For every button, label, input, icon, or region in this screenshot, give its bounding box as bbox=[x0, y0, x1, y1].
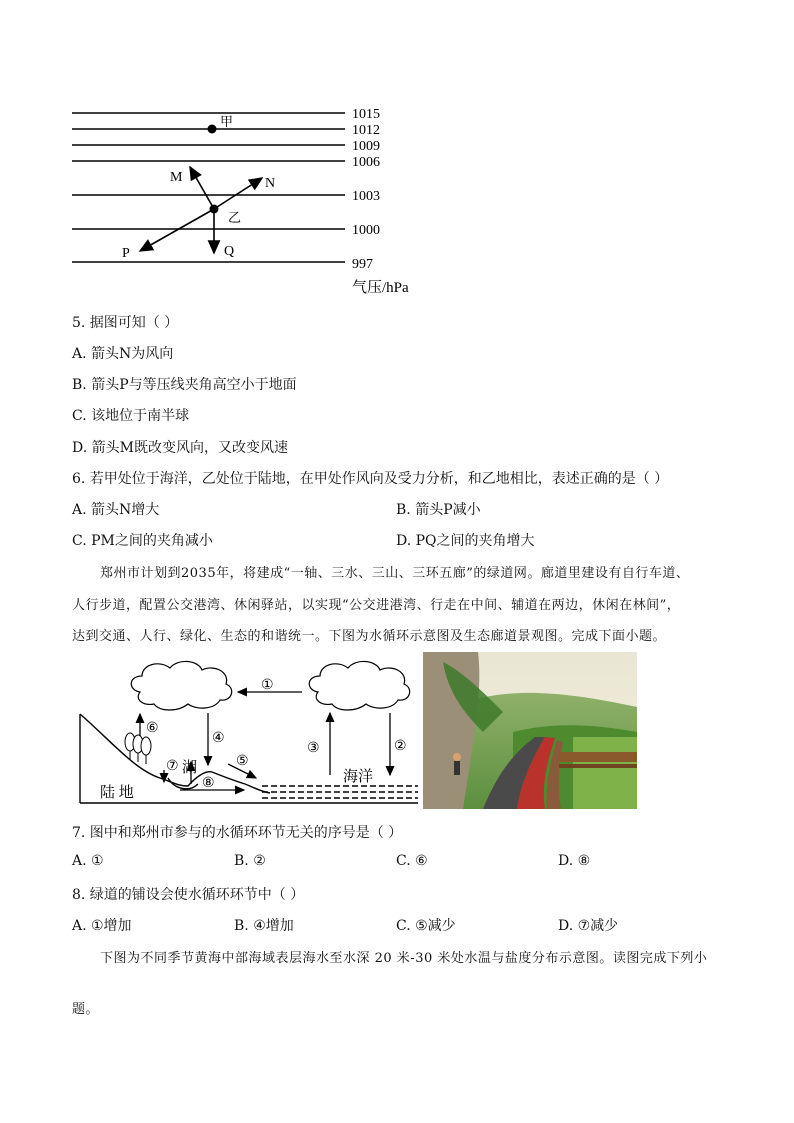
q8-option-d[interactable]: D. ⑦减少 bbox=[558, 918, 619, 934]
q6-option-b[interactable]: B. 箭头P减小 bbox=[396, 502, 481, 518]
q6-stem: 6. 若甲处位于海洋，乙处位于陆地，在甲处作风向及受力分析，和乙地相比，表述正确的是（ ） bbox=[72, 471, 669, 487]
isobar-label-1009: 1009 bbox=[352, 139, 380, 154]
q6-option-a[interactable]: A. 箭头N增大 bbox=[72, 502, 160, 518]
cloud-land bbox=[131, 661, 231, 710]
ecological-corridor-photo bbox=[423, 652, 637, 809]
q7-stem: 7. 图中和郑州市参与的水循环环节无关的序号是（ ） bbox=[72, 825, 403, 841]
num-8: ⑧ bbox=[202, 776, 215, 791]
q8-option-a[interactable]: A. ①增加 bbox=[72, 918, 132, 934]
label-lake: 湖 bbox=[182, 760, 198, 776]
q7-option-c[interactable]: C. ⑥ bbox=[396, 853, 428, 869]
label-p: P bbox=[122, 246, 130, 261]
q7-option-d[interactable]: D. ⑧ bbox=[558, 853, 591, 869]
q5-option-a[interactable]: A. 箭头N为风向 bbox=[72, 346, 174, 362]
label-q: Q bbox=[224, 244, 235, 259]
q5-option-d[interactable]: D. 箭头M既改变风向，又改变风速 bbox=[72, 440, 288, 456]
cloud-ocean bbox=[309, 661, 409, 710]
q8-option-c[interactable]: C. ⑤减少 bbox=[396, 918, 456, 934]
label-n: N bbox=[265, 176, 276, 191]
q5-option-c[interactable]: C. 该地位于南半球 bbox=[72, 408, 190, 424]
label-m: M bbox=[170, 170, 183, 185]
unit-label: 气压/hPa bbox=[352, 280, 409, 296]
passage1-line-3: 达到交通、人行、绿化、生态的和谐统一。下图为水循环示意图及生态廊道景观图。完成下面小题。 bbox=[72, 629, 667, 644]
isobar-label-1015: 1015 bbox=[352, 107, 380, 122]
label-ocean: 海洋 bbox=[343, 769, 374, 785]
num-4: ④ bbox=[212, 731, 225, 746]
q7-option-a[interactable]: A. ① bbox=[72, 853, 104, 869]
q5-stem: 5. 据图可知（ ） bbox=[72, 315, 179, 331]
num-5: ⑤ bbox=[236, 754, 249, 769]
passage2-line-2: 题。 bbox=[72, 1002, 100, 1017]
q5-option-b[interactable]: B. 箭头P与等压线夹角高空小于地面 bbox=[72, 377, 297, 393]
q8-option-b[interactable]: B. ④增加 bbox=[234, 918, 294, 934]
num-1: ① bbox=[261, 678, 274, 693]
q8-stem: 8. 绿道的铺设会使水循环环节中（ ） bbox=[72, 887, 305, 903]
passage1-line-2: 人行步道，配置公交港湾、休闲驿站，以实现“公交进港湾、行走在中间、辅道在两边，休闲在林间”， bbox=[72, 598, 681, 613]
q6-option-c[interactable]: C. PM之间的夹角减小 bbox=[72, 533, 213, 549]
passage2-line-1: 下图为不同季节黄海中部海域表层海水至水深 20 米-30 米处水温与盐度分布示意图。读图完成下列小 bbox=[100, 951, 708, 966]
isobar-label-1000: 1000 bbox=[352, 223, 380, 238]
isobar-label-1003: 1003 bbox=[352, 189, 380, 204]
isobar-label-997: 997 bbox=[352, 257, 373, 272]
label-land: 陆 地 bbox=[100, 785, 134, 801]
q7-option-b[interactable]: B. ② bbox=[234, 853, 266, 869]
label-yi: 乙 bbox=[228, 210, 242, 225]
num-3: ③ bbox=[307, 741, 320, 756]
q6-option-d[interactable]: D. PQ之间的夹角增大 bbox=[396, 533, 535, 549]
isobar-label-1012: 1012 bbox=[352, 123, 380, 138]
passage1-line-1: 郑州市计划到2035年，将建成“一轴、三水、三山、三环五廊”的绿道网。廊道里建设有自行车道、 bbox=[100, 566, 690, 581]
label-jia: 甲 bbox=[220, 114, 234, 129]
num-7: ⑦ bbox=[166, 759, 179, 774]
isobar-label-1006: 1006 bbox=[352, 155, 380, 170]
num-2: ② bbox=[394, 739, 407, 754]
num-6: ⑥ bbox=[146, 721, 159, 736]
